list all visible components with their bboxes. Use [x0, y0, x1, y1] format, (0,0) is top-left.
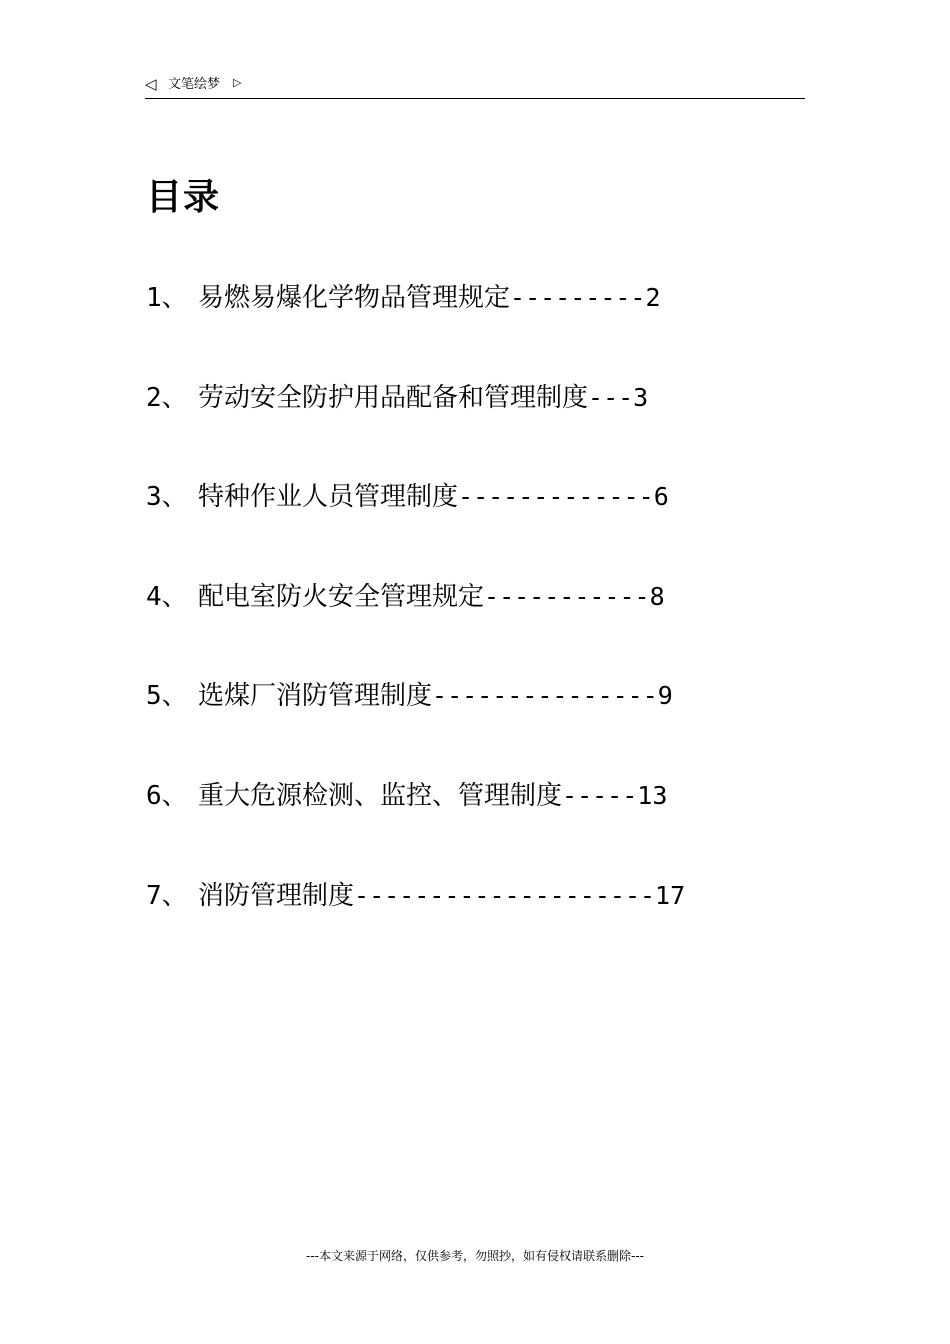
toc-item-number: 5、	[146, 681, 188, 712]
toc-item-title: 选煤厂消防管理制度	[198, 681, 433, 712]
triangle-right-icon: ▷	[233, 76, 242, 89]
toc-item-leader: ---------------	[432, 681, 658, 711]
toc-item[interactable]	[146, 778, 685, 878]
toc-item-page: 17	[655, 880, 686, 910]
toc-item-number: 3、	[146, 482, 188, 513]
page-header	[145, 74, 805, 99]
toc-item-page: 9	[657, 681, 673, 711]
toc-item-number: 7、	[146, 880, 188, 911]
header-title: 文笔绘梦	[168, 77, 221, 92]
toc-item-leader: ---	[588, 382, 634, 412]
toc-item[interactable]	[146, 678, 685, 778]
toc-item-leader: -------------	[458, 482, 654, 512]
toc-item-title: 劳动安全防护用品配备和管理制度	[198, 382, 589, 413]
page-footer: ---本文来源于网络，仅供参考，勿照抄，如有侵权请联系删除---	[306, 1249, 644, 1263]
toc-item-number: 4、	[146, 581, 188, 612]
toc-item-leader: ---------	[510, 283, 646, 312]
toc-item-title: 特种作业人员管理制度	[198, 482, 459, 513]
toc-title: 目录	[146, 177, 221, 218]
toc-item-page: 8	[649, 581, 665, 611]
toc-item-title: 重大危源检测、监控、管理制度	[198, 780, 563, 811]
toc-item-page: 13	[637, 780, 668, 810]
toc-item[interactable]	[146, 280, 685, 380]
toc-item-leader: -----	[562, 780, 638, 810]
toc-item-title: 消防管理制度	[198, 880, 355, 911]
triangle-left-icon: ◁	[145, 75, 157, 93]
toc-item-leader: -----------	[484, 581, 650, 611]
toc-item-page: 3	[633, 382, 649, 412]
toc-item-page: 6	[653, 482, 669, 512]
toc-item-title: 配电室防火安全管理规定	[198, 581, 485, 612]
toc-item[interactable]	[146, 479, 685, 579]
toc-item-page: 2	[645, 283, 661, 312]
toc-item-title: 易燃易爆化学物品管理规定	[198, 283, 511, 313]
toc-list	[146, 280, 685, 977]
toc-item[interactable]	[146, 579, 685, 679]
toc-item[interactable]	[146, 380, 685, 480]
toc-item-number: 2、	[146, 382, 188, 413]
toc-item[interactable]	[146, 878, 685, 978]
toc-item-number: 1、	[146, 283, 188, 313]
toc-item-leader: --------------------	[354, 880, 656, 910]
toc-item-number: 6、	[146, 780, 188, 811]
